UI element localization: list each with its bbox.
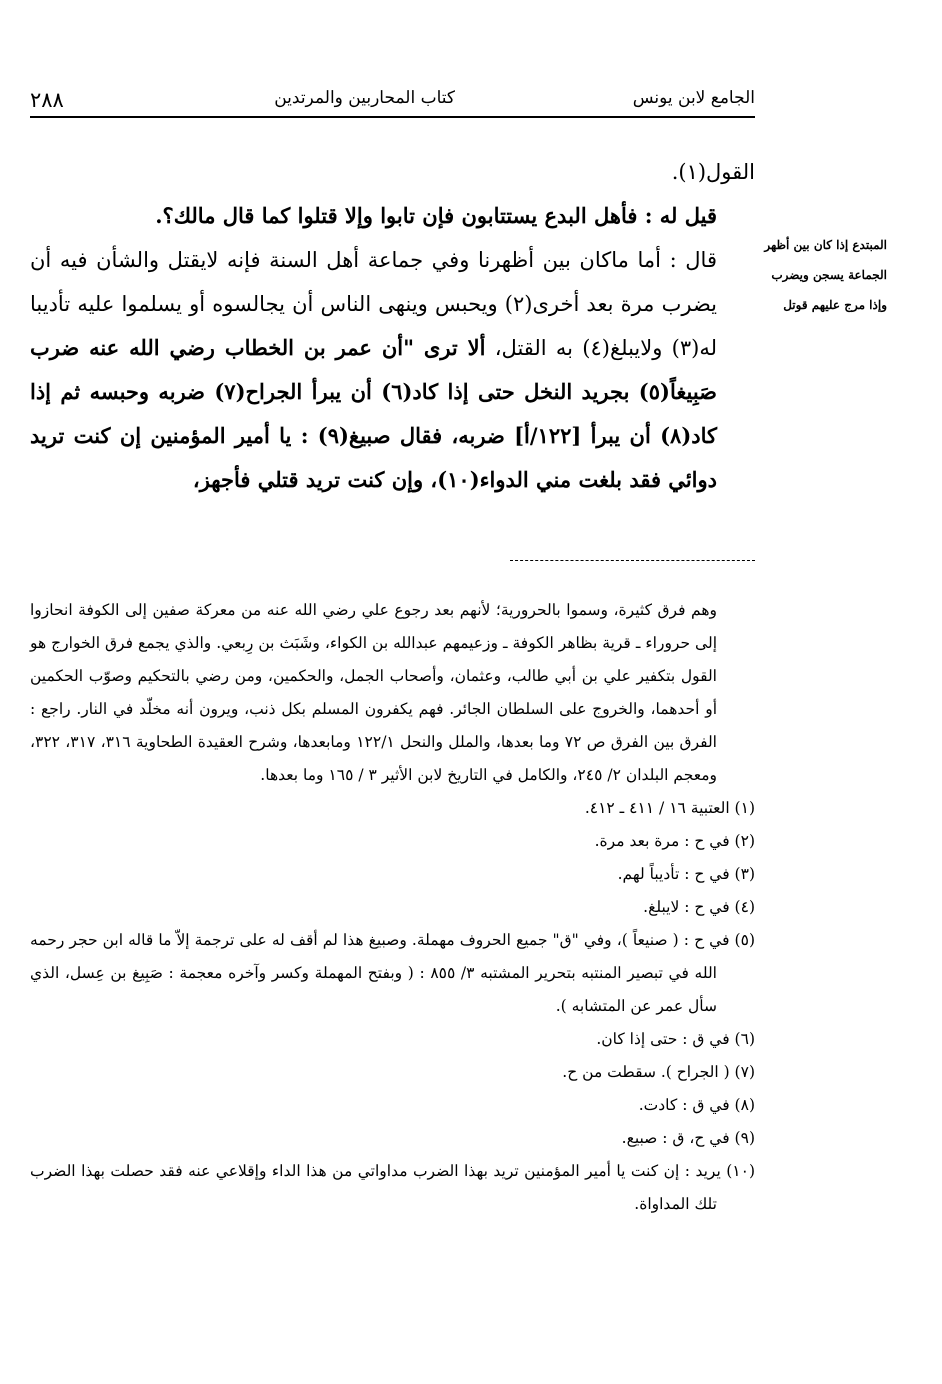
answer-paragraph [30,238,755,502]
margin-note-line: الجماعة يسجن ويضرب [771,268,887,282]
footnote-10: (١٠) يريد : إن كنت يا أمير المؤمنين تريد بهذا الضرب مداواتي من هذا الداء وإقلاعي عنه فقد حصلت بهذا الضرب تلك المداواة. [30,1162,755,1213]
question-paragraph: قيل له : فأهل البدع يستتابون فإن تابوا وإلا قتلوا كما قال مالك؟. [155,203,717,228]
main-text [30,150,755,502]
footnote-continuation: وهم فرق كثيرة، وسموا بالحرورية؛ لأنهم بعد رجوع علي رضي الله عنه من معركة صفين إلى الكوفة انحازوا إلى حروراء ـ قرية بظاهر الكوفة ـ وزعيمهم عبدالله بن الكواء، وشَبَث بن رِبعي. والذي يجمع فرق الخوارج هو القول بتكفير علي بن أبي طالب، وعثمان، وأصحاب الجمل، والحكمين، ومن رضي بالتحكيم وصوّب الحكمين أو أحدهما، والخروج على السلطان الجائر. فهم يكفرون المسلم بكل ذنب، ويرون أنه مخلّد في النار. راجع : الفرق بين الفرق ص ٧٢ وما بعدها، والملل والنحل ١٢٢/١ ومابعدها، وشرح العقيدة الطحاوية ٣١٦، ٣١٧، ٣٢٢، ومعجم البلدان ٢/ ٢٤٥، والكامل في التاريخ لابن الأثير ٣ / ١٦٥ وما بعدها. [30,601,717,784]
opening-line: القول(١). [671,160,755,184]
footnote-3: (٣) في ح : تأديباً لهم. [617,865,755,883]
running-header [30,88,755,118]
footnote-5: (٥) في ح : ( صنيعاً )، وفي "ق" جميع الحروف مهملة. وصبيغ هذا لم أقف له على ترجمة إلاّ ما قاله ابن حجر رحمه الله في تبصير المنتبه بتحرير المشتبه ٣/ ٨٥٥ : ( وبفتح المهملة وكسر وآخره معجمة : صَبِيغ بن عِسل، الذي سأل عمر عن المتشابه ). [30,931,755,1015]
footnote-6: (٦) في ق : حتى إذا كان. [596,1030,755,1048]
page-number: ٢٨٨ [30,88,64,112]
margin-note [762,230,887,320]
footnote-2: (٢) في ح : مرة بعد مرة. [594,832,755,850]
header-divider [30,116,755,118]
footnote-9: (٩) في ح، ق : صبيع. [621,1129,755,1147]
footnote-divider [510,560,755,561]
book-title: الجامع لابن يونس [632,88,755,108]
footnotes [30,594,755,1221]
chapter-title: كتاب المحاربين والمرتدين [274,88,455,108]
margin-note-line: وإذا مرج عليهم قوتل [783,298,887,312]
footnote-7: (٧) ( الجراح ). سقطت من ح. [562,1063,755,1081]
footnote-4: (٤) في ح : لايبلغ. [643,898,755,916]
answer-quote: ألا ترى "أن عمر بن الخطاب رضي الله عنه ضرب صَبِيغاً(٥) بجريد النخل حتى إذا كاد(٦) أن يبرأ الجراح(٧) ضربه وحبسه ثم إذا كاد(٨) أن يبرأ [١٢٢/أ] ضربه، فقال صبيغ(٩) : يا أمير المؤمنين إن كنت تريد دوائي فقد بلغت مني الدواء(١٠)، وإن كنت تريد قتلي فأجهز، [30,335,717,492]
footnote-8: (٨) في ق : كادت. [638,1096,755,1114]
answer-text: قال : أما ماكان بين أظهرنا وفي جماعة أهل السنة فإنه لايقتل والشأن فيه أن يضرب مرة بعد أخرى(٢) ويحبس وينهى الناس أن يجالسوه أو يسلموا عليه تأديبا له(٣) ولايبلغ(٤) به القتل، [30,248,717,360]
footnote-1: (١) العتبية ١٦ / ٤١١ ـ ٤١٢. [584,799,755,817]
margin-note-line: المبتدع إذا كان بين أظهر [764,238,887,252]
